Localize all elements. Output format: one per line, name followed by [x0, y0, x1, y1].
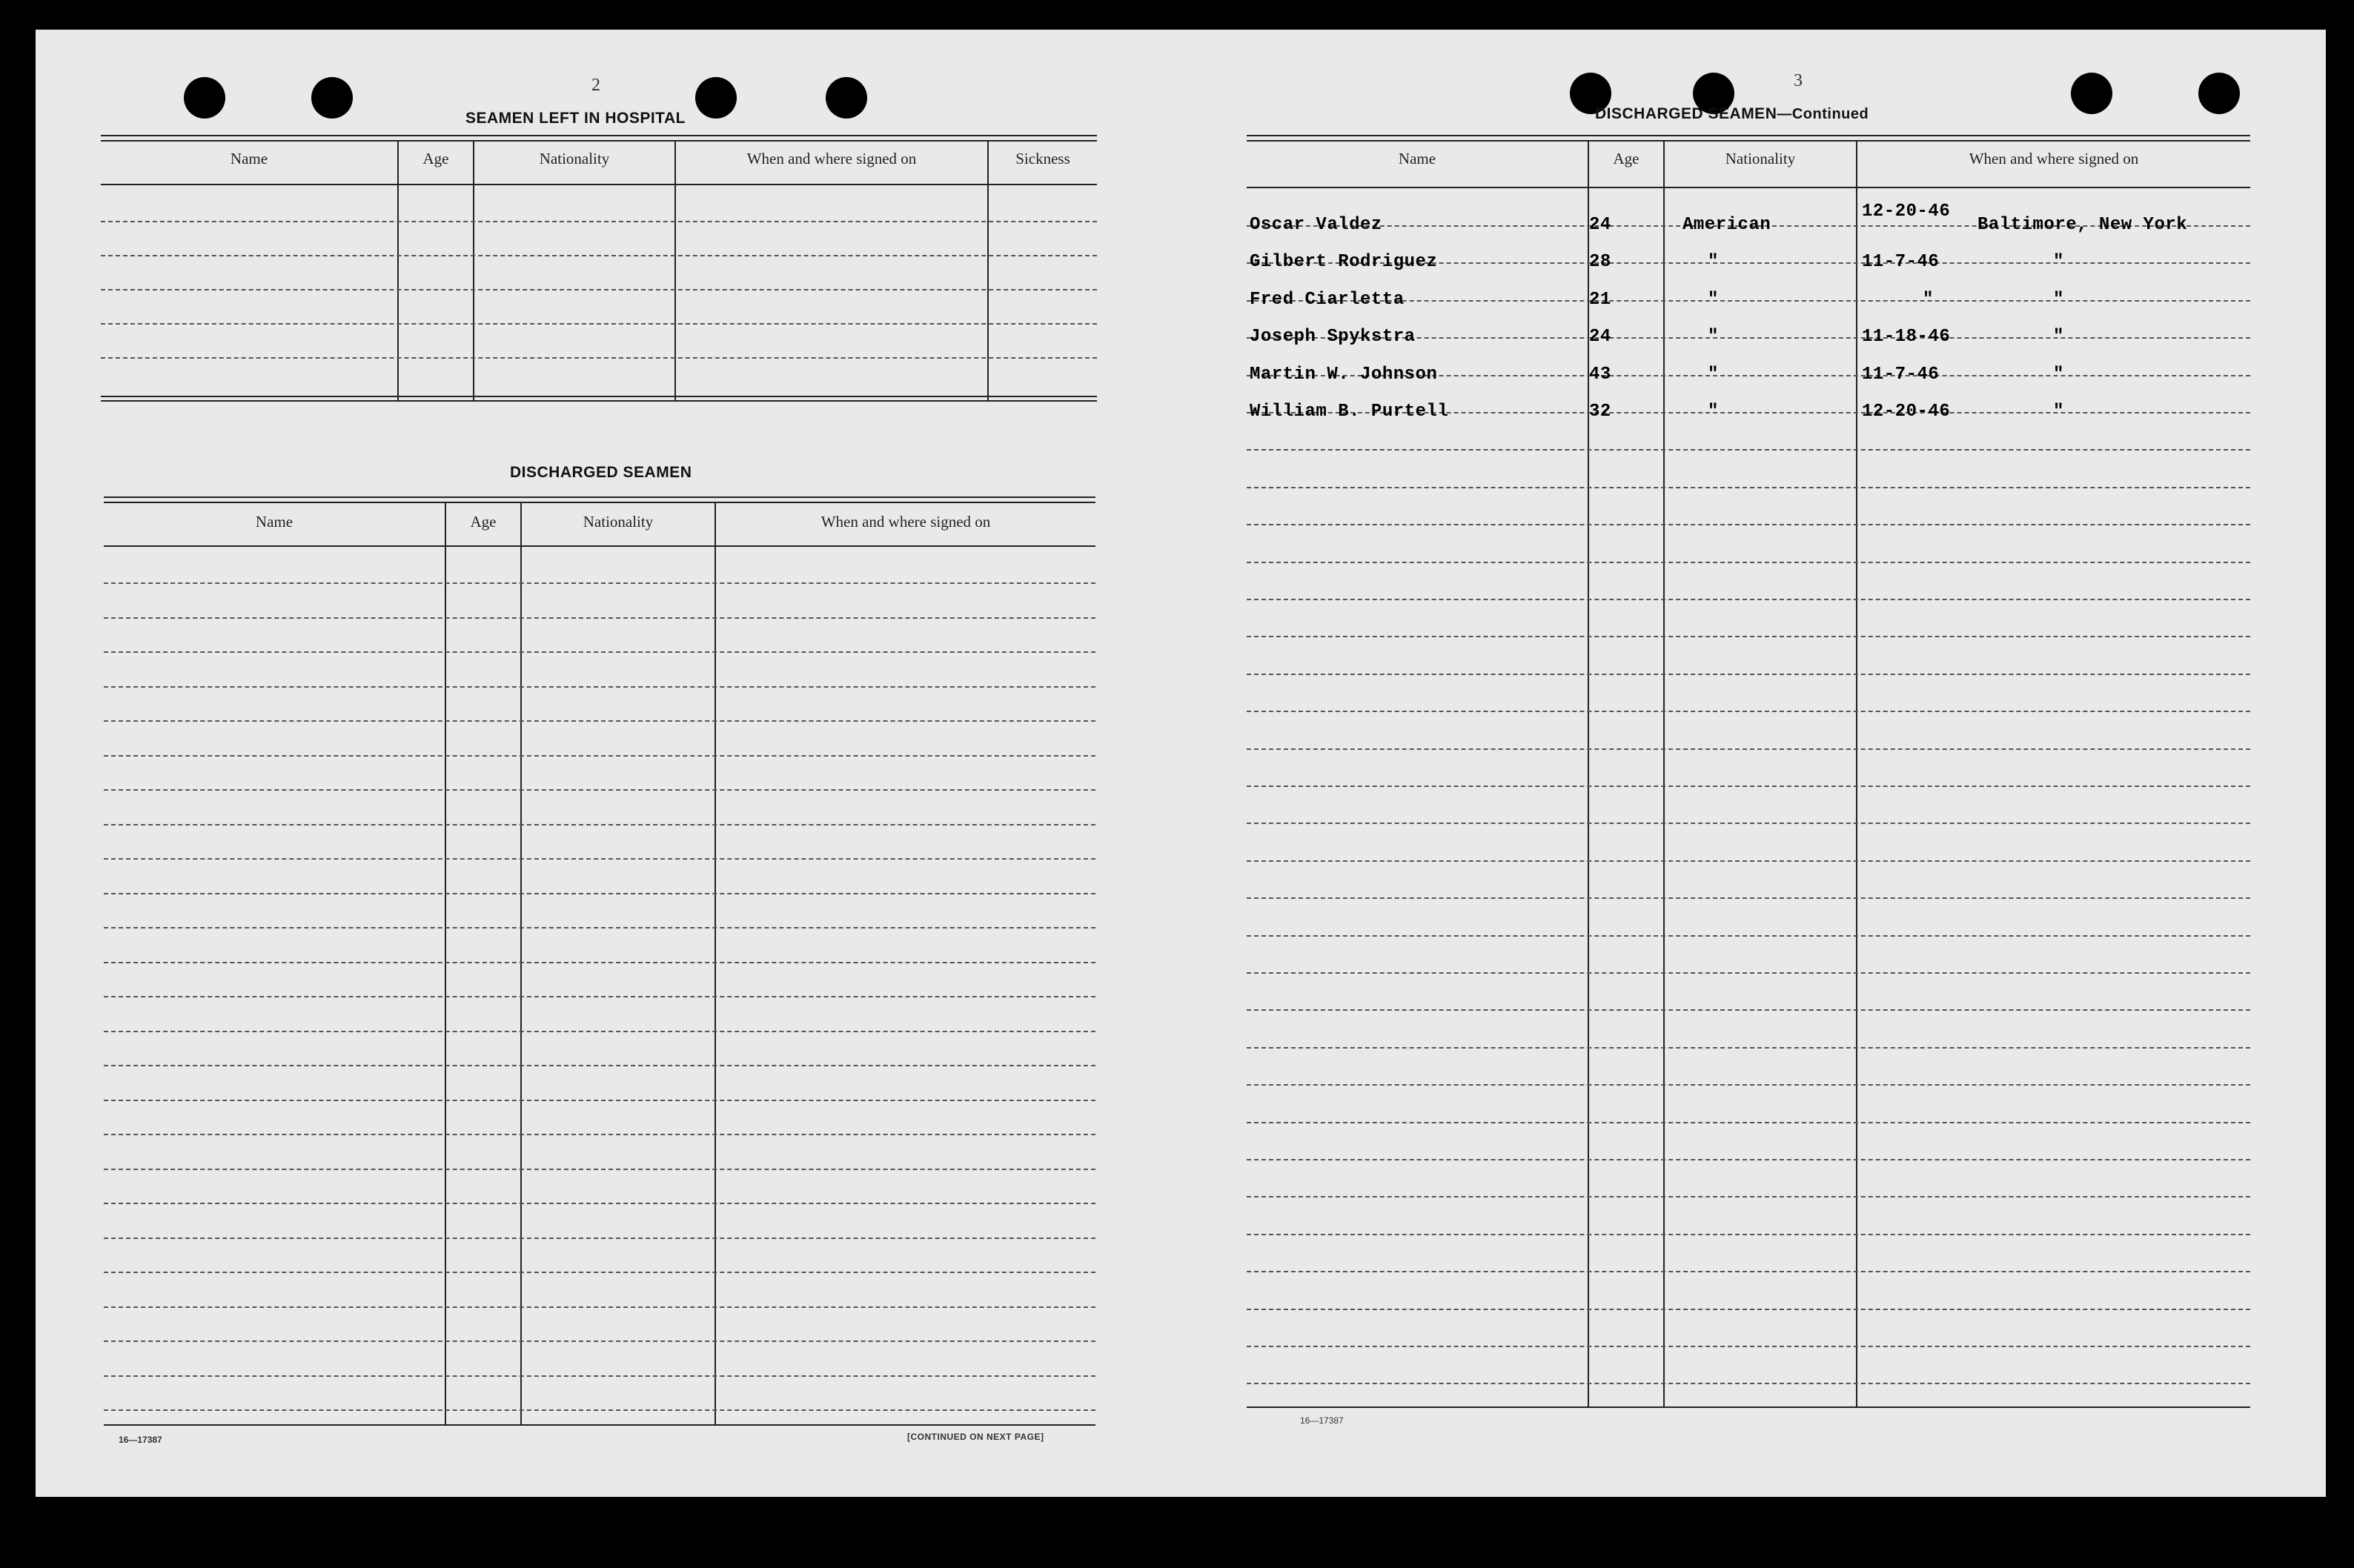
entry-place: Baltimore, New York [1977, 215, 2188, 235]
entry-age: 43 [1589, 364, 1611, 385]
entry-name: Joseph Spykstra [1250, 327, 1416, 348]
section-title-discharged: DISCHARGED SEAMEN [510, 464, 692, 481]
table-row [1247, 1271, 2250, 1272]
table-row [1247, 487, 2250, 488]
entry-age: 28 [1589, 252, 1611, 273]
table-row [1247, 1196, 2250, 1197]
table-row [104, 1272, 1095, 1273]
hospital-table [101, 135, 1097, 445]
col-header-nationality: Nationality [1725, 150, 1796, 167]
page-number: 2 [591, 76, 600, 95]
form-code: 16—17387 [119, 1435, 162, 1445]
form-sheet [36, 30, 2326, 1497]
header-rule [101, 184, 1097, 185]
col-header-signed-on: When and where signed on [820, 513, 991, 531]
table-row [104, 1409, 1095, 1411]
table-row [104, 962, 1095, 963]
table-row [1247, 1383, 2250, 1384]
punch-hole [2071, 73, 2112, 114]
col-header-nationality: Nationality [583, 513, 654, 531]
col-header-age: Age [422, 150, 449, 167]
right-page [1170, 30, 2326, 1497]
table-row [101, 357, 1097, 359]
table-row [104, 720, 1095, 722]
table-row [1247, 1159, 2250, 1160]
entry-place: " [2053, 289, 2064, 310]
table-row [1247, 1346, 2250, 1347]
entry-date: 12-20-46 [1862, 202, 1951, 222]
entry-place: " [2053, 364, 2064, 385]
col-header-signed-on: When and where signed on [746, 150, 917, 167]
table-row [104, 996, 1095, 997]
table-row [104, 1169, 1095, 1170]
punch-hole [184, 77, 225, 119]
punch-hole [695, 77, 737, 119]
entry-nationality: " [1708, 402, 1719, 422]
entry-date: " [1923, 289, 1934, 310]
table-row [1247, 674, 2250, 675]
table-row [1247, 897, 2250, 899]
entry-nationality: " [1708, 289, 1719, 310]
table-row [104, 1100, 1095, 1101]
entry-date: 12-20-46 [1862, 402, 1951, 422]
table-row [101, 221, 1097, 222]
section-title-discharged-continued [1595, 105, 1869, 123]
entry-name: William B. Purtell [1250, 402, 1449, 422]
table-top-rule [101, 135, 1097, 142]
table-row [1247, 1234, 2250, 1235]
table-row [1247, 449, 2250, 451]
col-header-age: Age [470, 513, 497, 531]
entry-nationality: " [1708, 364, 1719, 385]
table-row [104, 1031, 1095, 1032]
table-row [1247, 636, 2250, 637]
table-bottom-rule [101, 396, 1097, 397]
page-number: 3 [1794, 71, 1803, 90]
punch-hole [826, 77, 867, 119]
col-header-name: Name [230, 150, 268, 167]
table-row [104, 582, 1095, 584]
entry-name: Gilbert Rodriguez [1250, 252, 1438, 273]
table-row [104, 1203, 1095, 1204]
entry-age: 24 [1589, 215, 1611, 235]
col-header-age: Age [1613, 150, 1639, 167]
table-row [1247, 972, 2250, 974]
table-row [1247, 524, 2250, 525]
entry-place: " [2053, 402, 2064, 422]
entry-name: Oscar Valdez [1250, 215, 1382, 235]
entry-place: " [2053, 252, 2064, 273]
col-header-name: Name [255, 513, 294, 531]
table-row [104, 1306, 1095, 1308]
entry-nationality: " [1708, 252, 1719, 273]
table-row [104, 1134, 1095, 1135]
table-row [104, 1238, 1095, 1239]
continued-note: [CONTINUED ON NEXT PAGE] [907, 1432, 1044, 1442]
section-title-hospital: SEAMEN LEFT IN HOSPITAL [465, 110, 686, 127]
punch-hole [2198, 73, 2240, 114]
table-row [104, 858, 1095, 860]
left-page [36, 30, 1170, 1497]
table-row [104, 617, 1095, 619]
table-row [1247, 1084, 2250, 1086]
table-row [1247, 562, 2250, 563]
entry-nationality: American [1682, 215, 1771, 235]
table-row [1247, 1309, 2250, 1310]
col-header-name: Name [1398, 150, 1436, 167]
table-row [1247, 711, 2250, 712]
table-row [104, 1341, 1095, 1342]
table-row [1247, 1047, 2250, 1049]
entry-age: 21 [1589, 289, 1611, 310]
table-row [104, 789, 1095, 791]
table-row [1247, 785, 2250, 787]
table-row [1247, 1009, 2250, 1011]
table-row [104, 1065, 1095, 1066]
col-header-nationality: Nationality [539, 150, 610, 167]
table-row [101, 323, 1097, 325]
col-header-signed-on: When and where signed on [1969, 150, 2139, 167]
table-row [104, 755, 1095, 757]
punch-hole [311, 77, 353, 119]
table-row [1247, 1122, 2250, 1123]
entry-date: 11-7-46 [1862, 364, 1940, 385]
col-header-sickness: Sickness [1015, 150, 1070, 167]
table-row [104, 824, 1095, 825]
entry-date: 11-18-46 [1862, 327, 1951, 348]
entry-nationality: " [1708, 327, 1719, 348]
table-row [104, 927, 1095, 928]
table-row [101, 255, 1097, 256]
table-row [1247, 823, 2250, 824]
discharged-table-left [104, 496, 1095, 1427]
table-row [1247, 935, 2250, 937]
table-row [104, 1375, 1095, 1377]
table-row [104, 651, 1095, 653]
discharged-table-right [1247, 135, 2250, 1409]
table-row [104, 686, 1095, 688]
title-suffix: —Continued [1777, 106, 1869, 122]
title-main: DISCHARGED SEAMEN [1595, 105, 1777, 122]
entry-name: Martin W. Johnson [1250, 364, 1438, 385]
table-row [101, 289, 1097, 290]
entry-age: 24 [1589, 327, 1611, 348]
table-row [1247, 860, 2250, 862]
entry-place: " [2053, 327, 2064, 348]
entry-age: 32 [1589, 402, 1611, 422]
table-row [1247, 599, 2250, 600]
table-row [1247, 748, 2250, 750]
table-row [104, 893, 1095, 894]
entry-date: 11-7-46 [1862, 252, 1940, 273]
entry-name: Fred Ciarletta [1250, 289, 1405, 310]
form-code: 16—17387 [1300, 1415, 1344, 1426]
